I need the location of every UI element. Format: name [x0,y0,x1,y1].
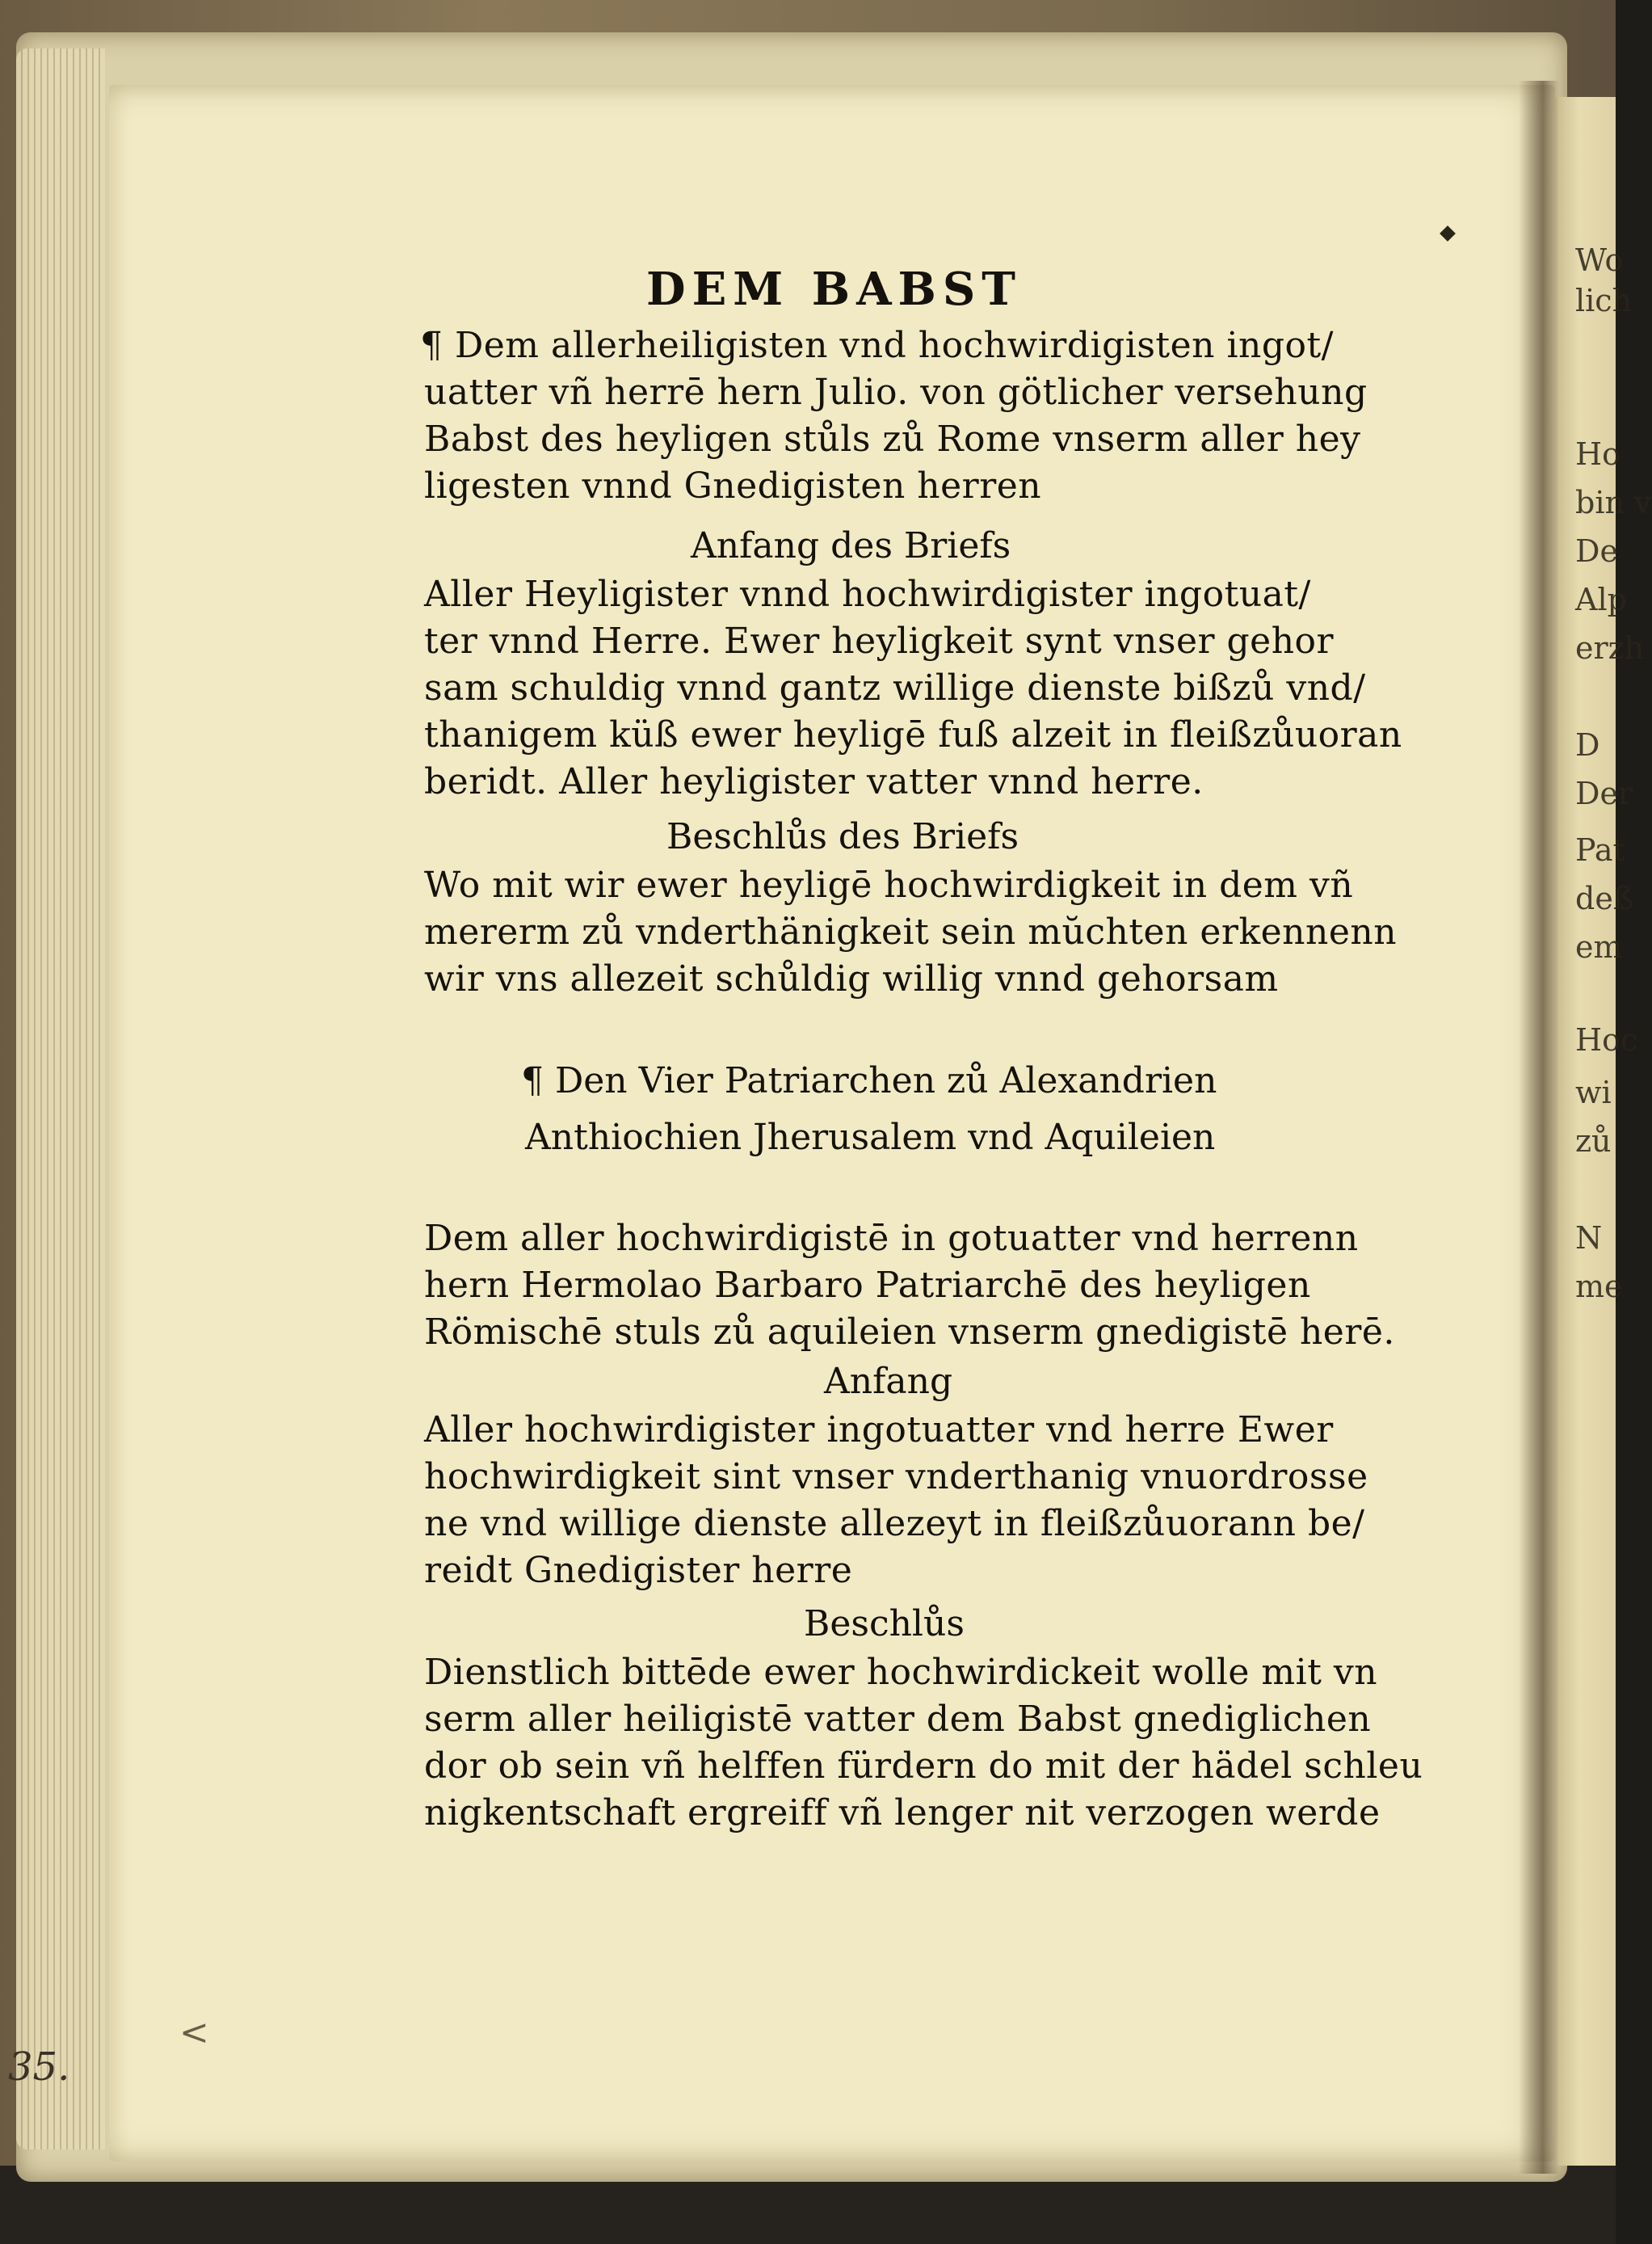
section-heading: Anfang des Briefs [691,525,1011,566]
text-line: Dienstlich bittēde ewer hochwirdickeit wolle mit vn [424,1652,1378,1693]
text-line: Wo mit wir ewer heyligē hochwirdigkeit in dem vñ [424,865,1354,906]
text-line: hern Hermolao Barbaro Patriarchē des heyligen [424,1265,1311,1306]
text-line: mererm zů vnderthänigkeit sein mŭchten erkennenn [424,911,1398,953]
next-page-fragment: N [1575,1220,1603,1256]
next-page-fragment: lich [1575,283,1633,318]
page-title: DEM BABST [646,263,1022,316]
text-line: Aller hochwirdigister ingotuatter vnd herre Ewer [424,1409,1334,1450]
next-page-fragment: Alp [1575,582,1627,617]
text-line: Dem aller hochwirdigistē in gotuatter vnd herrenn [424,1218,1359,1259]
next-page-fragment: D [1575,727,1600,763]
text-line: uatter vñ herrē hern Julio. von götlicher versehung [424,372,1368,413]
page-edges [16,48,105,2149]
next-page-fragment: deß [1575,881,1634,916]
next-page-fragment: Der [1575,776,1633,811]
text-line: ne vnd willige dienste allezeyt in fleißzůuorann be/ [424,1503,1365,1544]
page-number: 35. [8,2044,70,2090]
text-line: wir vns allezeit schůldig willig vnnd gehorsam [424,958,1279,1000]
text-line: ¶ Dem allerheiligisten vnd hochwirdigisten ingot/ [420,325,1335,366]
text-line: nigkentschaft ergreiff vñ lenger nit verzogen werde [424,1792,1381,1834]
next-page-fragment: Ho [1575,436,1621,472]
margin-caret: < [179,2012,209,2053]
next-page-fragment: me [1575,1269,1623,1304]
text-line: Römischē stuls zů aquileien vnserm gnedigistē herē. [424,1311,1395,1353]
text-line: Aller Heyligister vnnd hochwirdigister ingotuat/ [424,574,1311,615]
next-page-fragment: De [1575,533,1618,569]
next-page-fragment: em [1575,929,1623,965]
patriarch-heading: Anthiochien Jherusalem vnd Aquileien [525,1117,1216,1158]
section-heading: Anfang [824,1361,953,1402]
next-page-fragment: Wo [1575,242,1624,278]
text-line: reidt Gnedigister herre [424,1550,853,1591]
text-line: Babst des heyligen stůls zů Rome vnserm aller hey [424,419,1361,460]
next-page-fragment: Hoc [1575,1022,1638,1058]
text-line: beridt. Aller heyligister vatter vnnd herre. [424,761,1204,802]
book-gutter [1519,81,1559,2174]
next-page-fragment: zů [1575,1123,1612,1159]
text-line: serm aller heiligistē vatter dem Babst gnediglichen [424,1699,1372,1740]
next-page-fragment: wi [1575,1075,1612,1110]
text-line: hochwirdigkeit sint vnser vnderthanig vnuordrosse [424,1456,1368,1497]
text-line: ter vnnd Herre. Ewer heyligkeit synt vnser gehor [424,621,1335,662]
text-line: sam schuldig vnnd gantz willige dienste bißzů vnd/ [424,667,1366,709]
text-line: dor ob sein vñ helffen fürdern do mit der hädel schleu [424,1745,1423,1787]
text-line: ligesten vnnd Gnedigisten herren [424,465,1042,507]
section-heading: Beschlůs [804,1603,965,1644]
text-line: thanigem küß ewer heyligē fuß alzeit in fleißzůuoran [424,714,1402,756]
next-page-fragment: bin v [1575,485,1652,520]
next-page-fragment: erzh [1575,630,1645,666]
next-page-fragment: Pat [1575,832,1625,868]
section-heading: Beschlůs des Briefs [666,816,1019,857]
patriarch-heading: ¶ Den Vier Patriarchen zů Alexandrien [521,1060,1217,1101]
